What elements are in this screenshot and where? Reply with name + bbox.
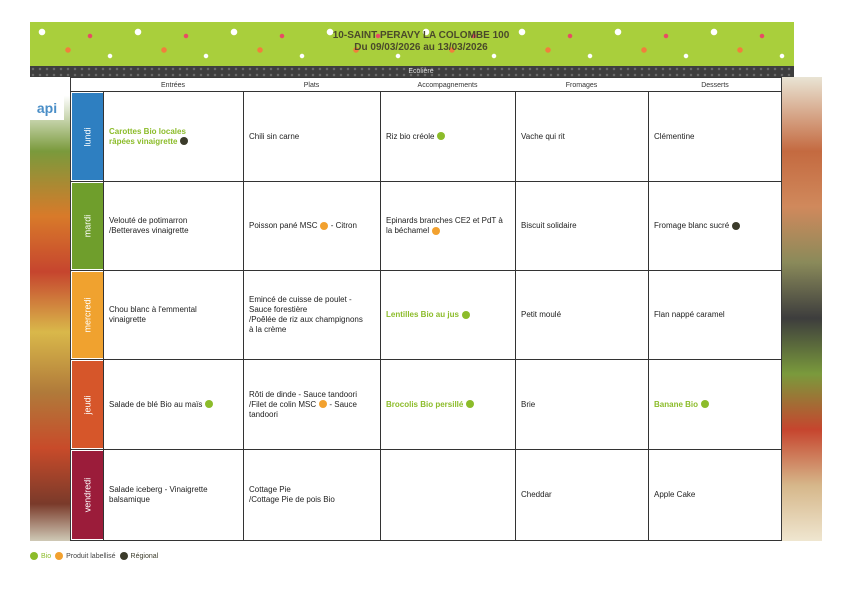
menu-cell (521, 272, 644, 358)
menu-cell-content (654, 132, 694, 142)
menu-cell-content (109, 485, 208, 505)
menu-cell (386, 93, 511, 180)
menu-cell (249, 183, 376, 269)
day-label-lundi (72, 93, 103, 180)
menu-cell (109, 361, 239, 448)
menu-cell-content (521, 132, 565, 142)
dish-name-suffix: - Sauce tandoori (249, 399, 357, 419)
menu-category: Ecolière (408, 68, 434, 75)
menu-cell-content (386, 400, 474, 410)
menu-cell-content (386, 216, 503, 236)
dish-name: Epinards branches CE2 et PdT à la béchamel (386, 216, 503, 235)
day-label-mercredi (72, 272, 103, 358)
menu-dates: Du 09/03/2026 au 13/03/2026 (354, 42, 488, 53)
bio-legend-icon (30, 552, 38, 560)
column-header: Entrées (160, 82, 186, 89)
day-label-text: vendredi (82, 477, 93, 513)
menu-cell-content (249, 295, 363, 335)
vegetables-photo-right (782, 77, 822, 541)
bio-badge-icon (466, 400, 474, 408)
bio-badge-icon (462, 311, 470, 319)
day-label-text: mercredi (82, 297, 93, 333)
day-label-text: lundi (82, 126, 93, 147)
label-badge-icon (319, 400, 327, 408)
legend-bio-label: Bio (41, 552, 52, 560)
column-header: Desserts (701, 82, 729, 89)
menu-cell (386, 451, 511, 539)
vegetables-photo-left (30, 77, 70, 541)
menu-cell-content (654, 400, 709, 410)
legend-region-label: Régional (130, 552, 159, 560)
row-divider (70, 449, 782, 450)
dish-name: Biscuit solidaire (521, 221, 577, 230)
menu-cell (521, 183, 644, 269)
column-divider (380, 91, 381, 540)
menu-cell (654, 183, 778, 269)
menu-cell (109, 183, 239, 269)
column-divider (515, 91, 516, 540)
column-header: Fromages (565, 82, 598, 89)
legend-label-label: Produit labellisé (66, 552, 116, 560)
menu-cell-content (386, 310, 470, 320)
menu-cell-content (109, 127, 188, 147)
menu-cell-content (521, 310, 561, 320)
column-divider (103, 91, 104, 540)
menu-cell (521, 361, 644, 448)
menu-cell-content (654, 221, 740, 231)
menu-cell-content (109, 400, 213, 410)
brand-logo: api (30, 96, 64, 120)
menu-cell (654, 93, 778, 180)
menu-cell (386, 272, 511, 358)
dish-name: Emincé de cuisse de poulet - Sauce forestière /Poêlée de riz aux champignons à la crème (249, 295, 363, 334)
row-divider (70, 359, 782, 360)
row-divider (70, 91, 782, 92)
dish-name: Rôti de dinde - Sauce tandoori /Filet de colin MSC (249, 389, 358, 409)
dish-name: Fromage blanc sucré (654, 221, 730, 230)
menu-cell-content (521, 490, 552, 500)
region-legend-icon (120, 552, 128, 560)
dish-name: Poisson pané MSC (249, 221, 318, 230)
dish-name: Cottage Pie /Cottage Pie de pois Bio (249, 485, 335, 504)
row-divider (70, 540, 782, 541)
menu-cell-content (386, 132, 445, 142)
dish-name: Vache qui rit (521, 131, 565, 141)
menu-cell-content (521, 221, 577, 231)
menu-cell (249, 272, 376, 358)
menu-cell (109, 272, 239, 358)
bio-badge-icon (205, 400, 213, 408)
row-divider (70, 270, 782, 271)
dish-name: Clémentine (654, 131, 695, 141)
menu-cell (654, 272, 778, 358)
dish-name: Flan nappé caramel (654, 310, 725, 319)
dish-name: Lentilles Bio au jus (386, 310, 459, 319)
menu-cell-content (109, 216, 189, 236)
menu-cell-content (249, 390, 357, 420)
dish-name-suffix: - Citron (328, 221, 357, 230)
label-legend-icon (55, 552, 63, 560)
dish-name: Chou blanc à l'emmental vinaigrette (109, 305, 197, 324)
dish-name: Apple Cake (654, 490, 696, 499)
menu-cell-content (654, 490, 695, 500)
menu-cell (386, 361, 511, 448)
day-label-vendredi (72, 451, 103, 539)
menu-cell (249, 361, 376, 448)
label-badge-icon (432, 227, 440, 235)
menu-cell (521, 93, 644, 180)
column-header: Accompagnements (417, 82, 478, 89)
dish-name: Salade iceberg - Vinaigrette balsamique (109, 485, 208, 504)
menu-cell-content (249, 221, 357, 231)
menu-cell (521, 451, 644, 539)
region-badge-icon (180, 137, 188, 145)
menu-cell-content (249, 485, 335, 505)
menu-cell (654, 361, 778, 448)
dish-name: Brie (521, 399, 536, 409)
dish-name: Brocolis Bio persillé (386, 399, 464, 409)
day-label-text: jeudi (82, 394, 93, 415)
day-label-mardi (72, 183, 103, 269)
menu-cell-content (521, 400, 535, 410)
menu-cell-content (109, 305, 197, 325)
dish-name: Banane Bio (654, 399, 699, 409)
dish-name: Salade de blé Bio au maïs (109, 399, 203, 409)
bio-badge-icon (701, 400, 709, 408)
region-badge-icon (732, 222, 740, 230)
menu-cell (109, 93, 239, 180)
bio-badge-icon (437, 132, 445, 140)
dish-name: Petit moulé (521, 310, 562, 319)
dish-name: Cheddar (521, 490, 552, 499)
menu-cell (109, 451, 239, 539)
column-divider (243, 91, 244, 540)
dish-name: Riz bio créole (386, 131, 435, 141)
column-divider (648, 91, 649, 540)
day-label-text: mardi (82, 214, 93, 238)
menu-cell-content (249, 132, 299, 142)
dish-name: Velouté de potimarron /Betteraves vinaigrette (109, 216, 189, 235)
menu-cell (249, 93, 376, 180)
column-header: Plats (303, 82, 320, 89)
menu-title: 10-SAINT PERAVY LA COLOMBE 100 (332, 30, 510, 41)
menu-cell (654, 451, 778, 539)
menu-cell (386, 183, 511, 269)
day-label-jeudi (72, 361, 103, 448)
menu-cell-content (654, 310, 725, 320)
dish-name: Carottes Bio locales râpées vinaigrette (109, 126, 186, 146)
row-divider (70, 181, 782, 182)
dish-name: Chili sin carne (249, 131, 300, 141)
menu-cell (249, 451, 376, 539)
legend (30, 552, 158, 560)
